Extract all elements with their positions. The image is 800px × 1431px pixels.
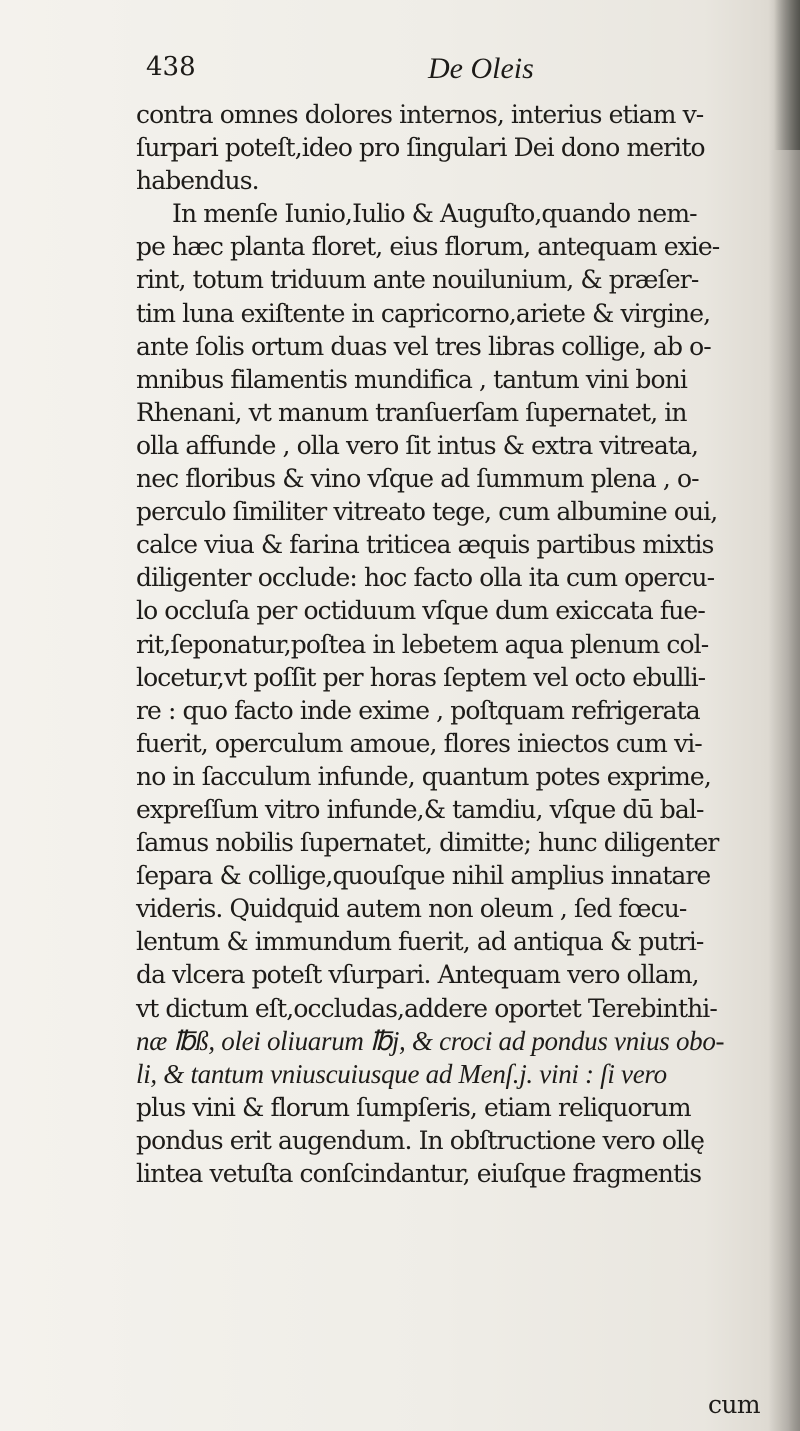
running-head <box>146 52 746 92</box>
text-line: fuerit, operculum amoue, flores iniectos cum vi- <box>136 728 702 758</box>
text-line: olla affunde , olla vero ſit intus & extra vitreata, <box>136 430 699 460</box>
text-line: rit,ſeponatur,poſtea in lebetem aqua plenum col- <box>136 629 709 659</box>
text-line: ante ſolis ortum duas vel tres libras collige, ab o- <box>136 331 711 361</box>
text-line: ſurpari poteſt,ideo pro ſingulari Dei dono merito <box>136 133 705 163</box>
text-line: In menſe Iunio,Iulio & Auguſto,quando nem- <box>172 199 697 229</box>
text-line: videris. Quidquid autem non oleum , ſed fœcu- <box>136 894 687 924</box>
text-line: calce viua & farina triticea æquis partibus mixtis <box>136 530 714 560</box>
text-line: vt dictum eſt,occludas,addere oportet Terebinthi- <box>136 993 717 1023</box>
text-line: plus vini & florum ſumpſeris, etiam reliquorum <box>136 1092 691 1122</box>
page-edge-shadow-lower <box>788 150 800 1431</box>
text-line: tim luna exiſtente in capricorno,ariete & virgine, <box>136 298 711 328</box>
text-line-italic: li, & tantum vniuscuiusque ad Menſ.j. vini : ſi vero <box>136 1058 667 1089</box>
text-line: pondus erit augendum. In obſtructione vero ollę <box>136 1125 705 1155</box>
body-text <box>136 98 776 1190</box>
text-line: locetur,vt poſſit per horas ſeptem vel octo ebulli- <box>136 662 706 692</box>
text-line: lo occluſa per octiduum vſque dum exiccata fue- <box>136 596 705 626</box>
text-line: nec floribus & vino vſque ad ſummum plena , o- <box>136 464 699 494</box>
text-line: expreſſum vitro infunde,& tamdiu, vſque dū bal- <box>136 794 704 824</box>
page-edge-shadow <box>774 0 800 150</box>
text-line: pe hæc planta floret, eius florum, antequam exie- <box>136 232 720 262</box>
text-line: rint, totum triduum ante nouilunium, & præſer- <box>136 265 699 295</box>
catchword: cum <box>708 1390 761 1419</box>
running-title: De Oleis <box>428 52 534 85</box>
text-line: Rhenani, vt manum tranſuerſam ſupernatet, in <box>136 397 687 427</box>
text-line: ſamus nobilis ſupernatet, dimitte; hunc diligenter <box>136 828 719 858</box>
text-line: da vlcera poteſt vſurpari. Antequam vero ollam, <box>136 960 699 990</box>
text-line: perculo ſimiliter vitreato tege, cum albumine oui, <box>136 497 718 527</box>
text-line: diligenter occlude: hoc facto olla ita cum opercu- <box>136 563 715 593</box>
text-line: re : quo facto inde exime , poſtquam refrigerata <box>136 695 700 725</box>
text-line: contra omnes dolores internos, interius etiam v- <box>136 100 704 129</box>
text-line: no in ſacculum infunde, quantum potes exprime, <box>136 761 711 791</box>
text-line: mnibus filamentis mundifica , tantum vini boni <box>136 364 687 394</box>
text-line: lintea vetuſta conſcindantur, eiuſque fragmentis <box>136 1159 702 1188</box>
page-number: 438 <box>146 52 196 82</box>
text-line: ſepara & collige,quouſque nihil amplius innatare <box>136 861 711 891</box>
text-line: habendus. <box>136 166 259 196</box>
text-line: lentum & immundum fuerit, ad antiqua & putri- <box>136 927 704 957</box>
text-line-italic: næ ℔ß, olei oliuarum ℔j, & croci ad pondus vnius obo- <box>136 1025 725 1056</box>
